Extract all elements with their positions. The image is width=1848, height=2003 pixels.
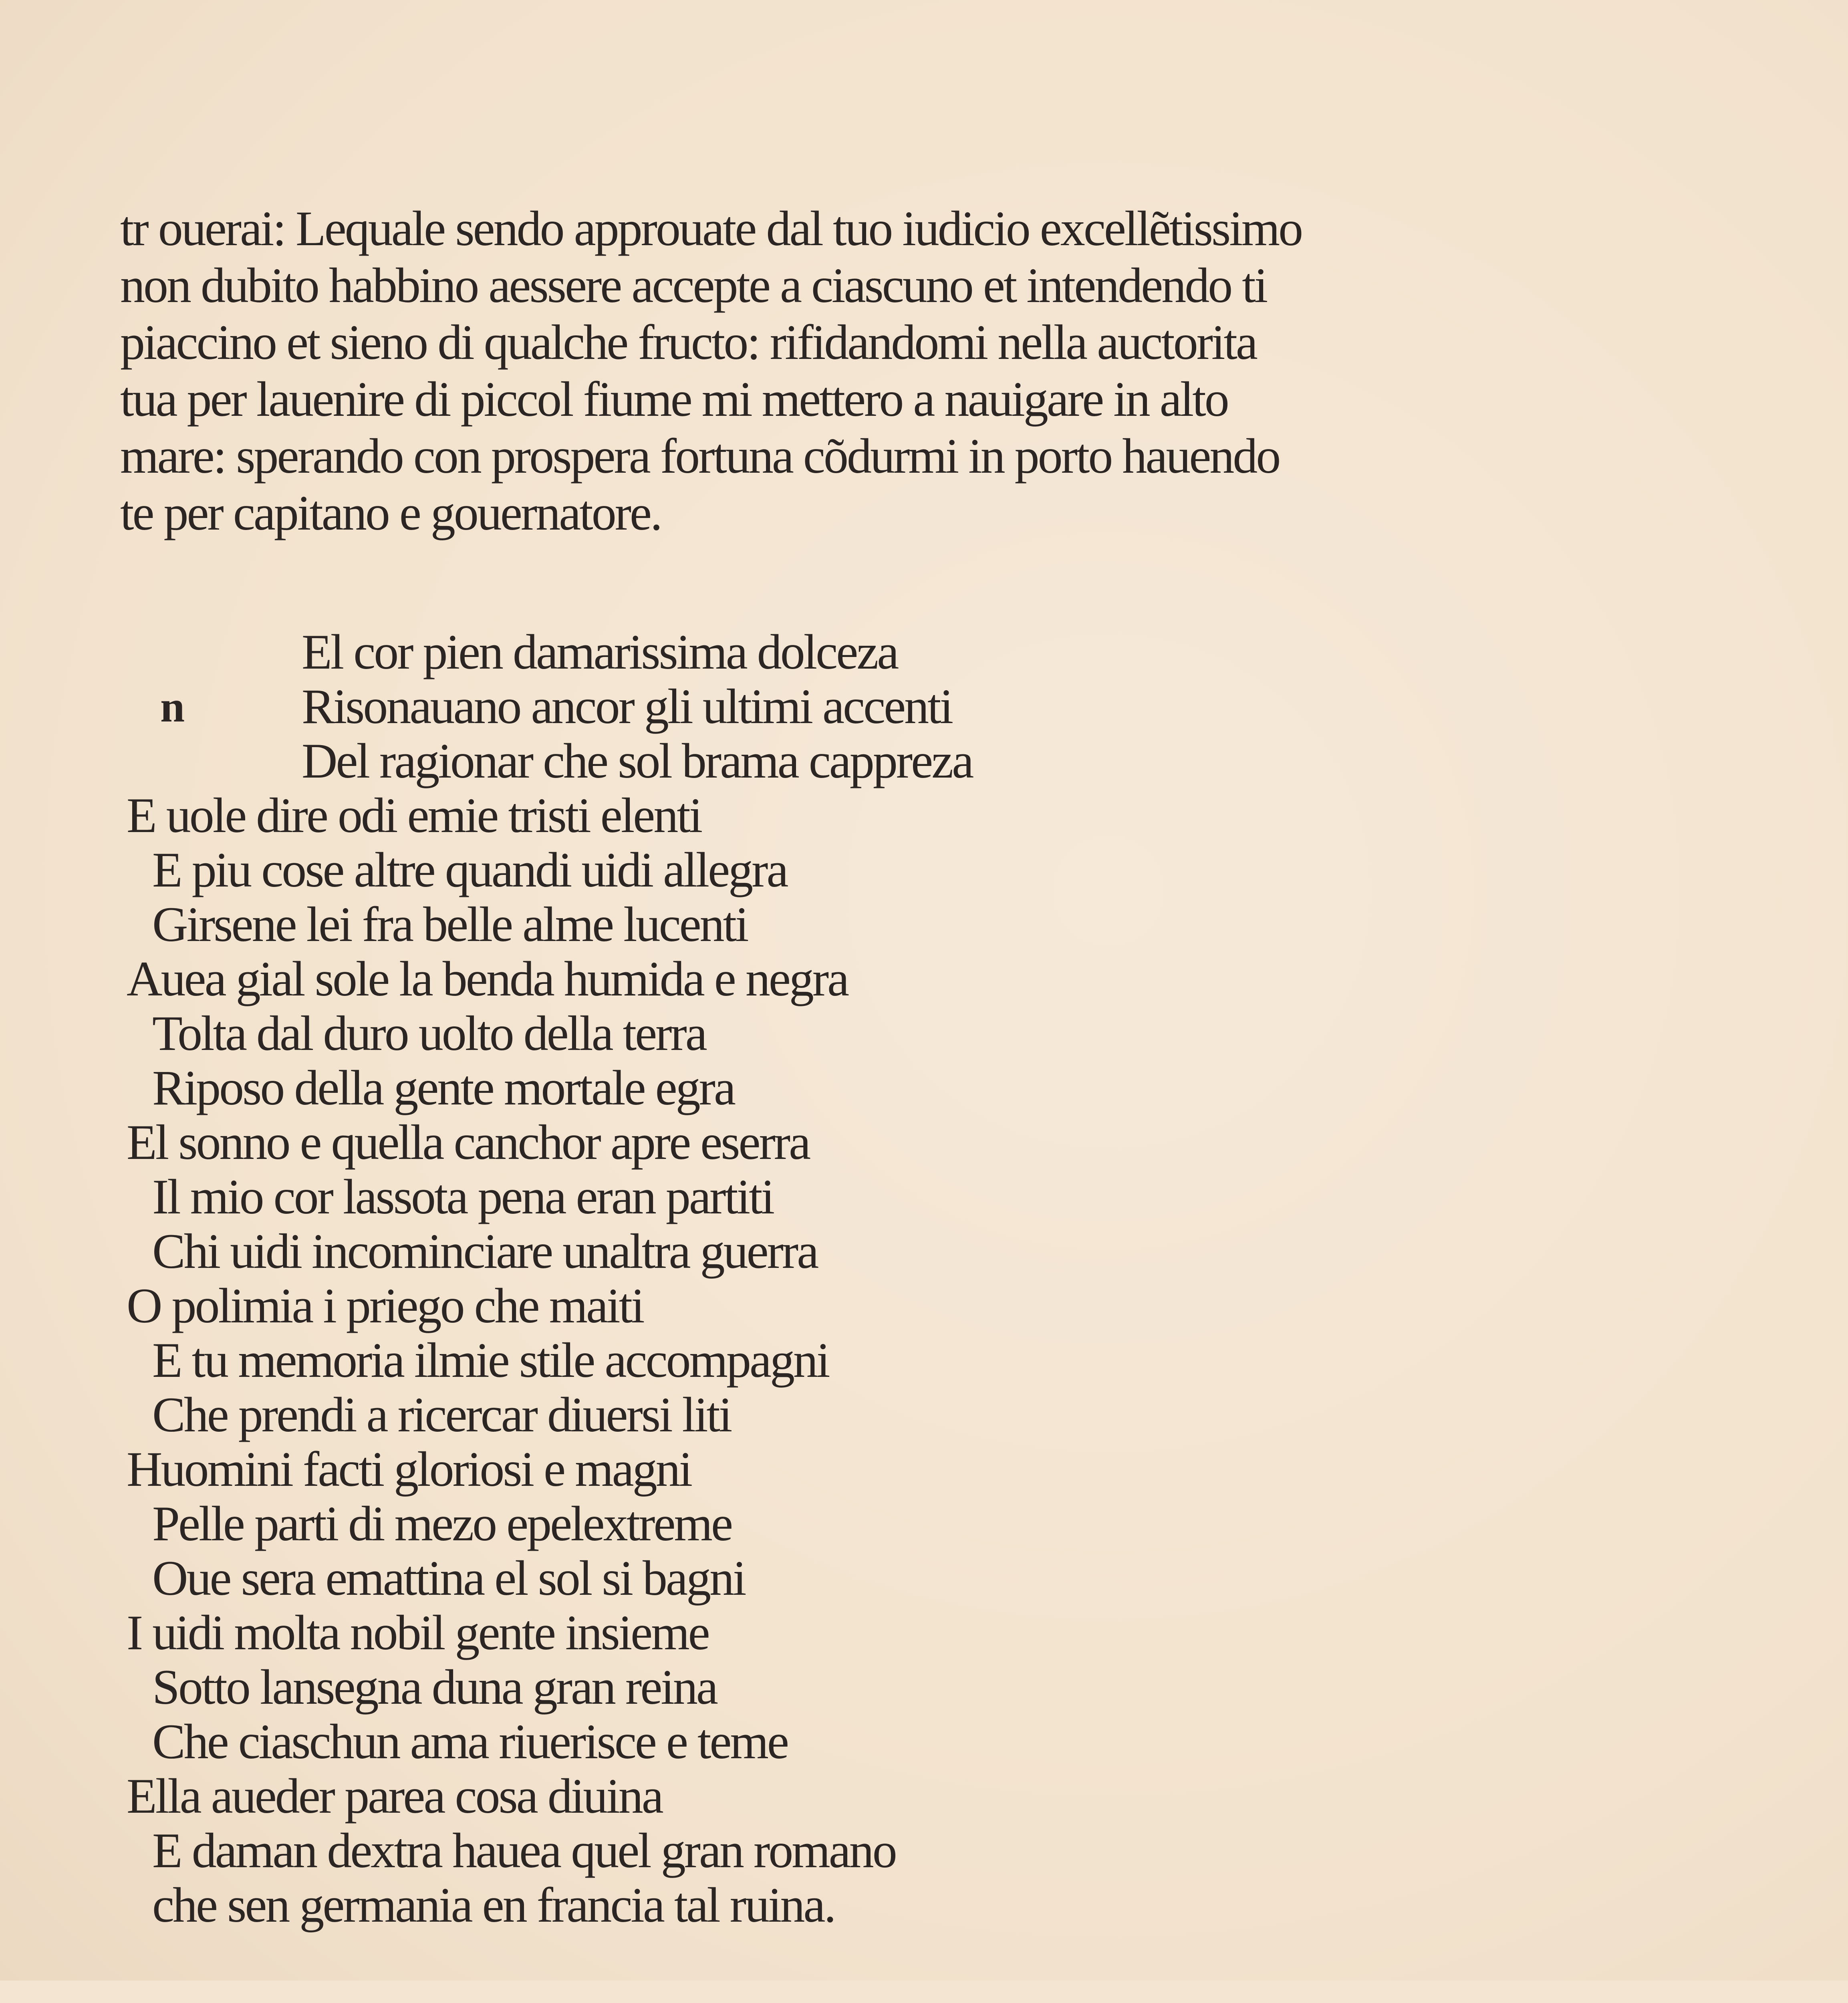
verse-poem (127, 625, 1048, 1932)
verse-line: E tu memoria ilmie stile accompagni (152, 1333, 829, 1388)
prose-line: tr ouerai: Lequale sendo approuate dal tuo iudicio excellẽtissimo (120, 201, 1302, 256)
verse-line: Chi uidi incominciare unaltra guerra (152, 1224, 818, 1279)
verse-line: Girsene lei fra belle alme lucenti (152, 897, 748, 952)
verse-line: Pelle parti di mezo epelextreme (152, 1496, 732, 1551)
verse-line: Sotto lansegna duna gran reina (152, 1660, 717, 1715)
prose-line: mare: sperando con prospera fortuna cõdurmi in porto hauendo (120, 429, 1280, 484)
verse-line: Del ragionar che sol brama cappreza (302, 733, 973, 788)
verse-line: Tolta dal duro uolto della terra (152, 1006, 706, 1061)
verse-line: Auea gial sole la benda humida e negra (127, 951, 848, 1006)
verse-line: Oue sera emattina el sol si bagni (152, 1551, 745, 1606)
verse-line: El sonno e quella canchor apre eserra (127, 1115, 810, 1170)
verse-line: Che ciaschun ama riuerisce e teme (152, 1714, 788, 1769)
verse-line: E piu cose altre quandi uidi allegra (152, 842, 787, 897)
verse-line: E uole dire odi emie tristi elenti (127, 788, 701, 843)
verse-line: E daman dextra hauea quel gran romano (152, 1823, 896, 1878)
verse-line: Huomini facti gloriosi e magni (127, 1442, 691, 1497)
verse-line: I uidi molta nobil gente insieme (127, 1605, 709, 1660)
verse-line: Che prendi a ricercar diuersi liti (152, 1387, 731, 1442)
prose-line: non dubito habbino aessere accepte a ciascuno et intendendo ti (120, 258, 1267, 313)
guide-letter: n (160, 682, 185, 731)
prose-line: tua per lauenire di piccol fiume mi mettero a nauigare in alto (120, 372, 1228, 427)
verse-line: che sen germania en francia tal ruina. (152, 1878, 835, 1932)
verse-line: El cor pien damarissima dolceza (302, 625, 898, 679)
verse-line: Ella aueder parea cosa diuina (127, 1769, 662, 1824)
verse-line: O polimia i priego che maiti (127, 1278, 643, 1333)
verse-line: Riposo della gente mortale egra (152, 1060, 735, 1115)
verse-line: Risonauano ancor gli ultimi accenti (302, 679, 952, 734)
verse-line: Il mio cor lassota pena eran partiti (152, 1169, 774, 1224)
prose-paragraph (120, 200, 1402, 542)
prose-line: piaccino et sieno di qualche fructo: rifidandomi nella auctorita (120, 315, 1256, 370)
prose-line: te per capitano e gouernatore. (120, 486, 661, 540)
